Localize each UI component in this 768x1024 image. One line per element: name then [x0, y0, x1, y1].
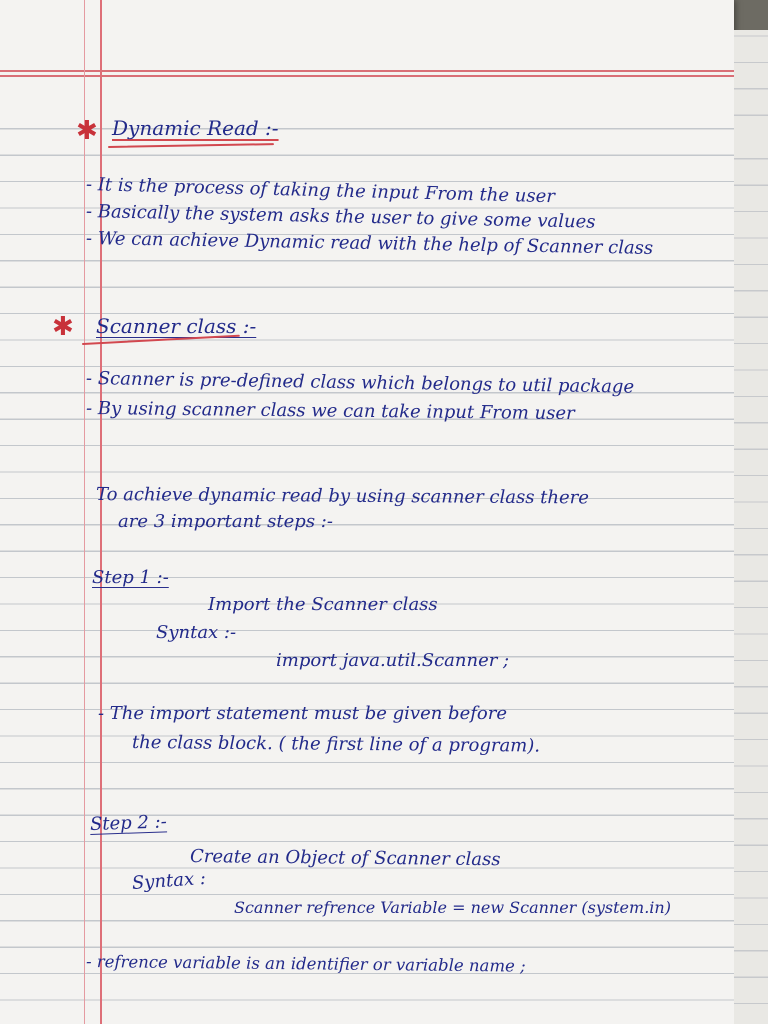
- page-header-blank: [0, 0, 734, 100]
- margin-line-outer: [84, 0, 85, 1024]
- step2-title: Create an Object of Scanner class: [189, 846, 501, 871]
- step2-label: Step 2 :-: [89, 811, 168, 835]
- section2-line-2: - By using scanner class we can take input From user: [85, 398, 575, 425]
- section2-line-1: - Scanner is pre-defined class which belongs to util package: [85, 368, 635, 398]
- intro-line-2: are 3 important steps :-: [118, 511, 333, 532]
- heading-dynamic-read: Dynamic Read :-: [112, 116, 279, 140]
- step1-note-2: the class block. ( the first line of a program).: [131, 732, 541, 757]
- section1-line-1: - It is the process of taking the input From the user: [85, 174, 556, 208]
- star-bullet-icon: ✱: [76, 116, 98, 146]
- section1-line-3: - We can achieve Dynamic read with the help of Scanner class: [85, 228, 654, 259]
- next-page-edge: [734, 30, 768, 1024]
- step1-title: Import the Scanner class: [208, 594, 438, 615]
- heading-scanner-class: Scanner class :-: [96, 314, 257, 338]
- header-red-line-1: [0, 70, 734, 72]
- step1-label: Step 1 :-: [92, 567, 169, 588]
- star-bullet-icon: ✱: [52, 312, 74, 342]
- step1-note-1: - The import statement must be given before: [98, 703, 507, 724]
- intro-line-1: To achieve dynamic read by using scanner class there: [95, 484, 590, 509]
- section1-line-2: - Basically the system asks the user to give some values: [85, 201, 596, 233]
- step1-syntax-label: Syntax :-: [156, 622, 237, 643]
- step2-syntax-label: Syntax :: [131, 867, 207, 894]
- step1-code: import java.util.Scanner ;: [276, 650, 510, 671]
- step2-code: Scanner refrence Variable = new Scanner (system.in): [234, 898, 671, 917]
- step2-note: - refrence variable is an identifier or variable name ;: [85, 952, 526, 976]
- heading-underline-stroke: [108, 143, 274, 148]
- header-red-line-2: [0, 75, 734, 77]
- margin-line: [100, 0, 102, 1024]
